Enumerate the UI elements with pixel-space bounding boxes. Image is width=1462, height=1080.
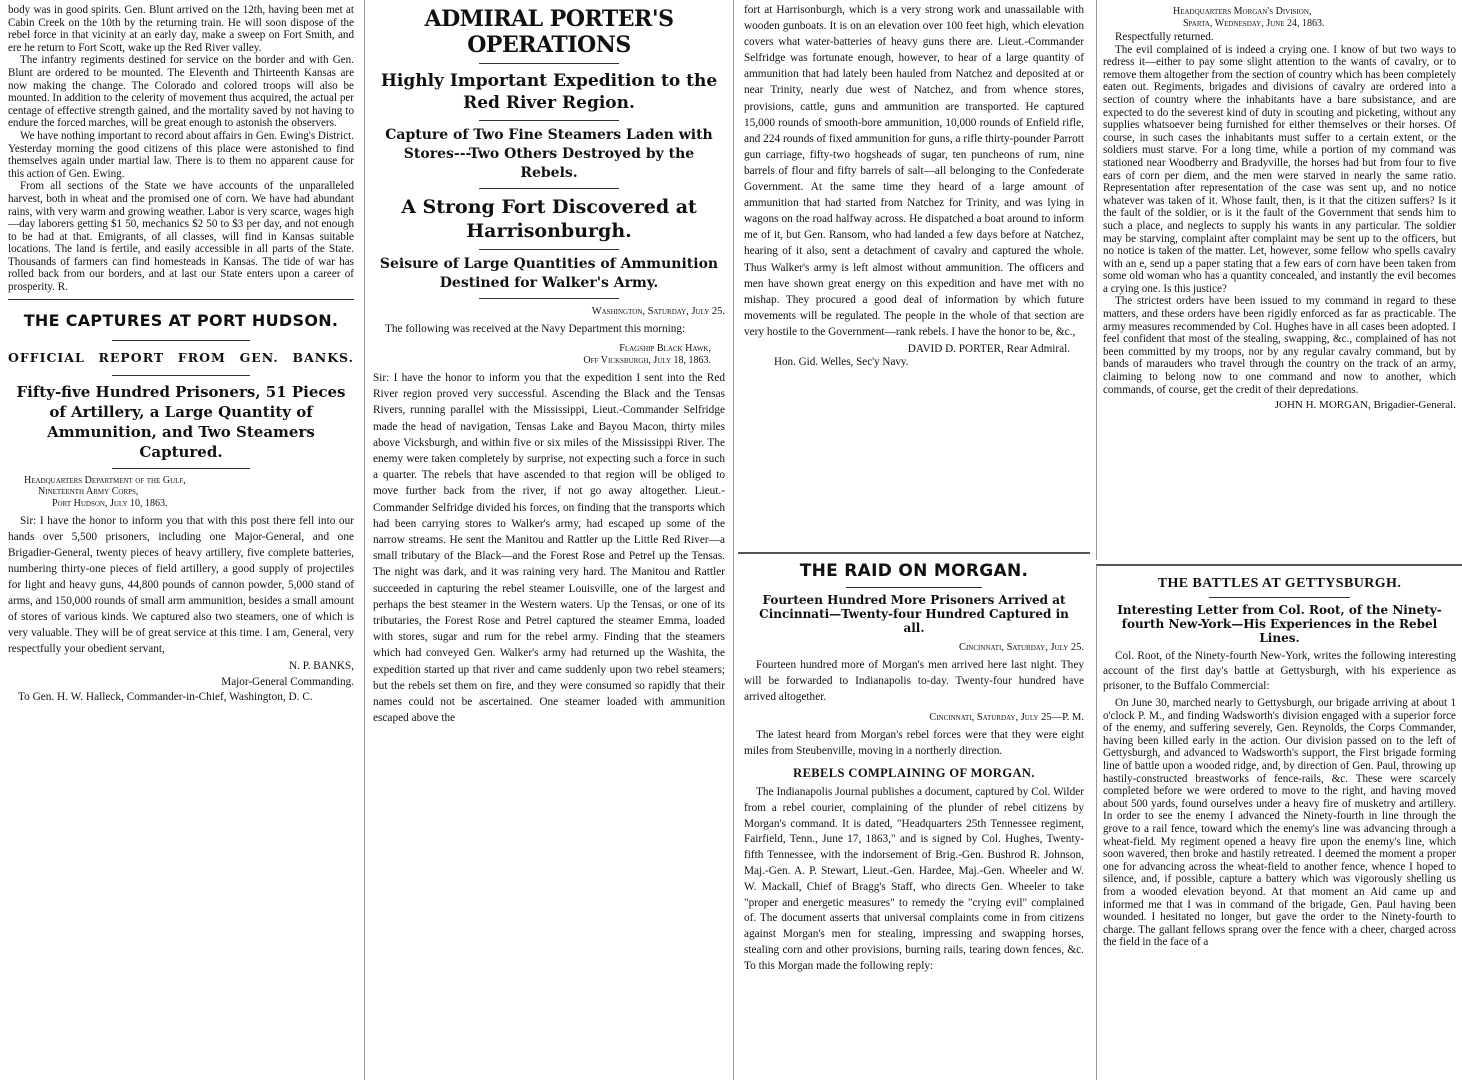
divider [112,340,250,341]
banks-report-body: Sir: I have the honor to inform you that with this post there fell into our hands over 5,500 prisoners, including one Major-General, and one Brigadier-General, twenty pieces of heavy artillery, five complete batteries, numbering thirty-one pieces of field artillery, a good supply of projectiles for light and heavy guns, 44,800 pounds of cannon powder, 5,000 stand of arms, and 150,000 rounds of small arm ammunition, besides a small amount of stores of various kinds. We captured also two steamers, one of which is very valuable. They will be of great service at this time. I am, General, very respectfully your obedient servant, [8,515,354,656]
morgan-para-3: The Indianapolis Journal publishes a document, captured by Col. Wilder from a rebel courier, complaining of the plunder of rebel citizens by Morgan's command. It is dated, "Headquarters 25th Tennessee regiment, Fairfield, Tenn., June 17, 1863," and is signed by Col. Hughes, Twenty-fifth Tennessee, with the indorsement of Brig.-Gen. Bushrod R. Johnson, Maj.-Gen. A. P. Stewart, Lieut.-Gen. Hardee, Maj.-Gen. Wheeler and W. W. Mackall, Chief of Bragg's Staff, who directs Gen. Wheeler to take "proper and energetic measures" to remedy the "crying evil" complained of. The document asserts that universal complaints come in from citizens against Morgan's men for stealing, impressing and swapping horses, stealing corn and other provisions, burning rails, tearing down fences, &c. To this Morgan made the following reply: [744,786,1084,972]
dateline-flagship [389,343,711,366]
headline-rebels-complaining: REBELS COMPLAINING OF MORGAN. [793,766,1035,780]
hq-line-3: Port Hudson, July 10, 1863. [52,497,168,509]
addressee-halleck: To Gen. H. W. Halleck, Commander-in-Chief, Washington, D. C. [18,691,313,704]
subhead-ammunition: Seisure of Large Quantities of Ammunition Destined for Walker's Army. [379,256,719,291]
divider [112,468,250,469]
divider [479,120,620,121]
dateline-headquarters [24,475,354,510]
gettysburgh-intro: Col. Root, of the Ninety-fourth New-York, writes the following interesting account of the first day's battle at Gettysburgh, with his experience as prisoner, to the Buffalo Commercial: [1103,650,1456,692]
divider [846,587,982,588]
column-4-top [1096,0,1462,560]
column-4-bottom [1096,564,1462,1080]
hq-line-1: Headquarters Department of the Gulf, [24,474,186,486]
dateline-cincinnati-2: Cincinnati, Saturday, July 25—P. M. [929,712,1084,723]
article-kansas-para-1: body was in good spirits. Gen. Blunt arrived on the 12th, having been met at Cabin Creek on the 10th by the returning train. He will soon dispose of the rebel force in that vicinity at an early day, make a sweep on Fort Smith, and ere he return to Fort Scott, wake up the Red River valley. [8,4,354,54]
article-kansas-para-2: The infantry regiments destined for service on the border and with Gen. Blunt are ordered to be mounted. The Eleventh and Thirteenth Kansas are now making the change. The Colorado and colored troops will also be mounted. In addition to the celerity of movement thus acquired, the actual per centage of effective strength gained, and the mortality saved by not having to endure the forced marches, will be great enough to astonish the observers. [8,54,354,130]
addressee-welles: Hon. Gid. Welles, Sec'y Navy. [774,355,909,368]
porter-report-continued: fort at Harrisonburgh, which is a very strong work and unassailable with wooden gunboats. It is on an elevation over 100 feet high, which elevation covers what water-batteries of heavy guns there are. Lieut.-Commander Selfridge was fortunate enough, however, to hear of a large quantity of ammunition that had lately been hauled from Natchez and deposited at or near Trinity, nearly due west of Natchez, and from whence stores, provisions, cattle, guns and ammunition are transported. He captured 15,000 rounds of smooth-bore ammunition, 10,000 rounds of Enfield rifle, and 224 rounds of fixed ammunition for guns, a rifle thirty-pounder Parrott gun carriage, fifty-two hogsheads of sugar, ten puncheons of rum, nine barrels of flour and fifty barrels of salt—all belonging to the Confederate Government. At the same time they heard of a large amount of ammunition that had started from Natchez for Trinity, and was lying in wagons on the road halfway across. He dispatched a boat around to inform me of it, but Gen. Ransom, who had landed a few days before at Natchez, hearing of it also, sent a detachment of cavalry and captured the whole. Thus Walker's army is left almost without ammunition. The officers and men have shown great energy on this expedition and have met with no mishap. They procured a good deal of information by which future movements will be regulated. The people in the whole of that section are very hostile to the Government—rank rebels. I have the honor to be, &c., [744,4,1084,338]
headline-admiral-porter: ADMIRAL PORTER'S OPERATIONS [424,6,674,58]
porter-report-body: Sir: I have the honor to inform you that the expedition I sent into the Red River region proved very successful. Ascending the Black and the Tensas Rivers, running parallel with the Mississippi, Lieut.-Commander Selfridge made the head of navigation, Tensas Lake and Bayou Macon, thirty miles above Vicksburgh, and within five or six miles of the Mississippi River. The enemy were taken completely by surprise, not expecting such a force in such a quarter. The rebels that have ascended to that region will be obliged to move further back from the river, if not go away altogether. Lieut.-Commander Selfridge divided his forces, on finding that the transports which had been carrying stores to Walker's army, had escaped up some of the narrow streams. He sent the Manitou and Rattler up the Little Red River—a small tributary of the Black—and the Forest Rose and Petrel up the Tensas. The night was dark, and it was raining very hard. The Manitou and Rattler succeeded in capturing the rebel steamer Louisville, one of the largest and perhaps the best steamer in the Western waters. Up the Tensas, or one of its tributaries, the Forest Rose and Petrel captured the steamer Emma, loaded with stores, sugar and rum for the rebel army. Finding that the steamers which had conveyed Gen. Walker's army had returned up the Washita, the expedition started up that river and came suddenly upon two rebel steamers; but the rebels set them on fire, and they were consumed so rapidly that their names could not be ascertained. One steamer loaded with ammunition escaped above the [373,372,725,725]
subhead-red-river: Highly Important Expedition to the Red River Region. [380,71,718,113]
subhead-steamers: Capture of Two Fine Steamers Laden with Stores---Two Others Destroyed by the Rebels. [385,127,713,181]
headline-port-hudson: THE CAPTURES AT PORT HUDSON. [23,310,339,330]
signature-banks-title: Major-General Commanding. [221,676,354,689]
divider [1209,597,1350,598]
respectfully-returned: Respectfully returned. [1115,31,1214,43]
flagship-line-1: Flagship Black Hawk, [619,343,711,354]
dateline-morgans-division [1173,6,1456,29]
divider [8,299,354,300]
flagship-line-2: Off Vicksburgh, July 18, 1863. [583,354,711,366]
gettysburgh-body: On June 30, marched nearly to Gettysburgh, our brigade arriving at about 1 o'clock P. M., and finding Wadsworth's division engaged with a superior force of the enemy, and suffering severely, Gen. Reynolds, the Corps Commander, having been killed early in the action. Our division passed on to the left of Gettysburgh, and advanced to Wadsworth's support, the First brigade forming line of battle upon a wooded ridge, and, by direction of Gen. Paul, throwing up hastily-constructed breastworks of fence-rails, &c. These were scarcely completed before we were ordered to move to the right, and having moved about 500 yards, found ourselves under a heavy fire of musketry and artillery. In order to see the enemy I advanced the Ninety-fourth in line through the grove to a rail fence, toward which the enemy's line was advancing through a wheat-field. My regiment opened a heavy fire upon the enemy's line, which soon wavered, then broke and hastily retreated. I deemed the moment a proper one for advancing across the wheat-field to another fence, whence I hoped to silence, and, if possible, capture a battery which was vigorously shelling us from a wooded elevation beyond. At that moment an Aid came up and informed me that I was in command of the brigade, Gen. Paul having been wounded. I hesitated no longer, but gave the order to the Ninety-fourth to charge. The gallant fellows sprang over the fence with a cheer, charged across the field in the face of a [1103,697,1456,949]
morgan-reply-body-2: The strictest orders have been issued to my command in regard to these matters, and these orders have been rigidly enforced as far as practicable. The army measures recommended by Col. Hughes have in all cases been adopted. I feel confident that most of the stealing, swapping, &c., complained of has not been committed by my troops, nor by any regular cavalry command, but by bands of marauders who travel through the country on the track of an army, claiming to belong now to one command and now to another, which commands, of course, get the credit of their depredations. [1103,295,1456,396]
headline-gettysburgh: THE BATTLES AT GETTYSBURGH. [1157,576,1402,591]
divider [112,375,250,376]
divider [479,298,620,299]
divider [479,249,620,250]
signature-morgan: JOHN H. MORGAN, Brigadier-General. [1274,399,1456,412]
subhead-prisoners: Fifty-five Hundred Prisoners, 51 Pieces of Artillery, a Large Quantity of Ammunition, and Two Steamers Captured. [16,382,346,461]
article-kansas-para-4: From all sections of the State we have accounts of the unparalleled harvest, both in wheat and the promised one of corn. We have had abundant rains, with very warm and growing weather. Labor is very scarce, wages high—day laborers getting $1 50, mechanics $2 50 to $3 per day, and not enough to be had at that. Emigrants, of all classes, will find in Kansas suitable locations. The land is fertile, and easily accessible in all parts of the State. Thousands of farmers can find homesteads in Kansas. The tide of war has rolled back from our borders, and at last our State enters upon a career of prosperity. R. [8,180,354,294]
column-3-top [738,0,1090,548]
subhead-official-report: OFFICIAL REPORT FROM GEN. BANKS. [8,349,354,365]
column-2 [364,0,734,1080]
navy-dept-intro: The following was received at the Navy Department this morning: [385,323,686,335]
morgan-hq-line-1: Headquarters Morgan's Division, [1173,6,1312,17]
morgan-para-2: The latest heard from Morgan's rebel forces were that they were eight miles from Steubenville, moving in a northerly direction. [744,729,1084,757]
subhead-col-root: Interesting Letter from Col. Root, of the Ninety-fourth New-York—His Experiences in the Rebel Lines. [1117,603,1442,645]
headline-raid-morgan: THE RAID ON MORGAN. [799,561,1029,581]
column-1 [0,0,360,1080]
signature-banks: N. P. BANKS, [289,660,354,673]
article-kansas-para-3: We have nothing important to record about affairs in Gen. Ewing's District. Yesterday morning the good citizens of this place were astonished to find themselves again under martial law. There is to them no apparent cause for this action of Gen. Ewing. [8,129,354,180]
dateline-cincinnati-1: Cincinnati, Saturday, July 25. [958,642,1084,653]
signature-porter: DAVID D. PORTER, Rear Admiral. [907,342,1070,355]
morgan-hq-line-2: Sparta, Wednesday, June 24, 1863. [1183,17,1325,29]
morgan-para-1: Fourteen hundred more of Morgan's men arrived here last night. They will be forwarded to Indianapolis to-day. Twenty-four hundred have arrived altogether. [744,659,1084,703]
hq-line-2: Nineteenth Army Corps, [38,486,139,498]
subhead-cincinnati-prisoners: Fourteen Hundred More Prisoners Arrived at Cincinnati—Twenty-four Hundred Captured in all. [759,593,1069,635]
column-3-bottom [738,552,1090,1080]
subhead-fort: A Strong Fort Discovered at Harrisonburgh. [401,196,697,242]
divider [479,63,620,64]
dateline-washington: Washington, Saturday, July 25. [591,306,725,317]
morgan-reply-body: The evil complained of is indeed a crying one. I know of but two ways to redress it—either to pay some slight attention to the wants of cavalry, or to remove them altogether from the section of country which has been completely eaten out. Regiments, brigades and divisions of cavalry are ordered into a section of country where the inhabitants have a bare subsistance, and are expected to do the severest kind of duty in scouting and picketing, without any supplies whatsoever being furnished for either themselves or their horses. Of course, in such cases the inhabitants must suffer to a certain extent, or the soldiers must starve. For a long time, while a portion of my command was stationed near Woodberry and Bradyville, the horses had but from four to five ears of corn per diem, and the men were starved in nearly the same ratio. Representation after representation of the case was sent up, and no notice whatever was taken of it. Whose fault, then, is it that the citizen suffers? Is it the fault of the soldier, or is it the fault of the Government that sends him to such a place, and neglects to supply his wants in any particular. The soldier may be starving, complaint after complaint may be sent up to the officers, but no notice is taken of the matter. Let, however, some fellow who spells cavalry with an e, send up a paper stating that a few ears of corn have been taken from some old woman who has a quantity concealed, and instantly the evil becomes a crying one. Is this justice? [1103,43,1456,295]
divider [479,188,620,189]
